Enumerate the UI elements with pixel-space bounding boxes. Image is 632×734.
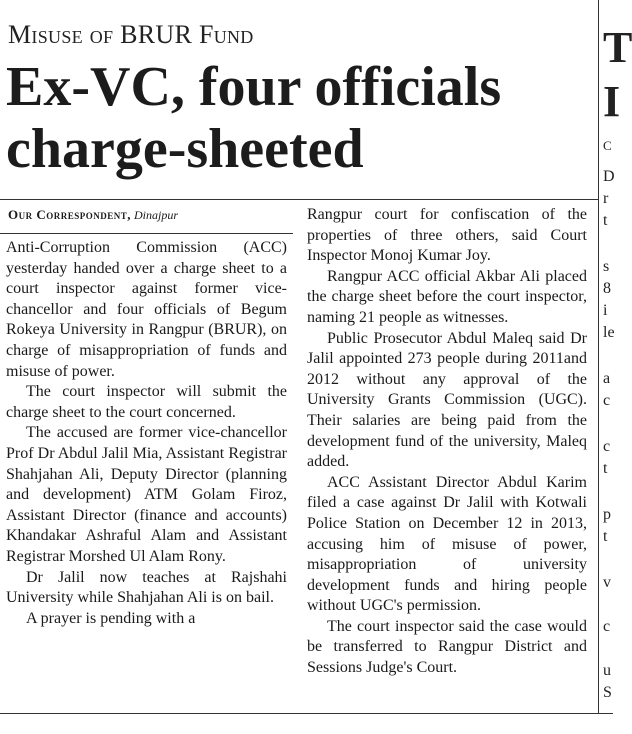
paragraph: ACC Assistant Director Abdul Karim filed a case against Dr Jalil with Kotwali Police Station on December 12 in 2013, accusing him of misuse of power, misappropriation of university development funds and hiring people without UGC's permission. [307,473,587,615]
neighbor-text-fragment: u [603,662,611,679]
paragraph: The accused are former vice-chancellor Prof Dr Abdul Jalil Mia, Assistant Registrar Shahjahan Ali, Deputy Director (planning and development) ATM Golam Firoz, Assistant Director (finance and accounts) Khandakar Ashraful Alam and Assistant Registrar Morshed Ul Alam Rony. [6,424,287,565]
neighbor-text-fragment: r [603,190,609,207]
neighbor-text-fragment: D [603,168,615,185]
neighbor-text-fragment: t [603,212,608,229]
neighbor-text-fragment: le [603,324,615,341]
neighbor-text-fragment: s [603,258,610,275]
paragraph: Rangpur court for confiscation of the properties of three others, said Court Inspector Monoj Kumar Joy. [307,206,587,265]
neighbor-heading-fragment: T [603,23,632,72]
neighbor-text-fragment: t [603,460,608,477]
headline-divider [0,199,598,200]
neighbor-text-fragment: v [603,574,611,591]
byline-location: Dinajpur [134,208,179,222]
neighbor-byline-fragment: C [603,138,612,153]
column-divider [598,0,599,713]
paragraph: A prayer is pending with a [26,609,196,627]
neighbor-text-fragment: t [603,528,608,545]
neighbor-text-fragment: 8 [603,280,611,297]
neighbor-text-fragment: S [603,684,612,701]
paragraph: The court inspector will submit the charge sheet to the court concerned. [6,383,287,421]
neighbor-text-fragment: c [603,438,611,455]
paragraph: Dr Jalil now teaches at Rajshahi University while Shahjahan Ali is on bail. [6,568,287,607]
article-headline: Ex-VC, four officials charge-sheeted [6,56,502,180]
article-column-2 [307,205,587,679]
byline-author: Our Correspondent, [8,207,132,222]
adjacent-article-fragment [603,0,632,713]
neighbor-text-fragment: p [603,506,611,523]
neighbor-text-fragment: c [603,392,611,409]
page-bottom-rule [0,713,613,714]
article-byline [8,207,178,223]
neighbor-text-fragment: i [603,302,608,319]
neighbor-text-fragment: c [603,618,611,635]
neighbor-text-fragment: a [603,370,611,387]
article-kicker: Misuse of BRUR Fund [8,20,254,49]
neighbor-heading-fragment: I [603,77,621,126]
article-column-1 [6,238,287,629]
paragraph: The court inspector said the case would be transferred to Rangpur District and Sessions Judge's Court. [307,617,587,677]
paragraph: Anti-Corruption Commission (ACC) yesterday handed over a charge sheet to a court inspector against former vice-chancellor and four officials of Begum Rokeya University in Rangpur (BRUR), on charge of misappropriation of funds and misuse of power. [6,239,287,380]
byline-divider [0,233,293,234]
paragraph: Public Prosecutor Abdul Maleq said Dr Jalil appointed 273 people during 2011and 2012 without any approval of the University Grants Commission (UGC). Their salaries are being paid from the development fund of the university, Maleq added. [307,329,587,471]
paragraph: Rangpur ACC official Akbar Ali placed the charge sheet before the court inspector, naming 21 people as witnesses. [307,267,587,326]
